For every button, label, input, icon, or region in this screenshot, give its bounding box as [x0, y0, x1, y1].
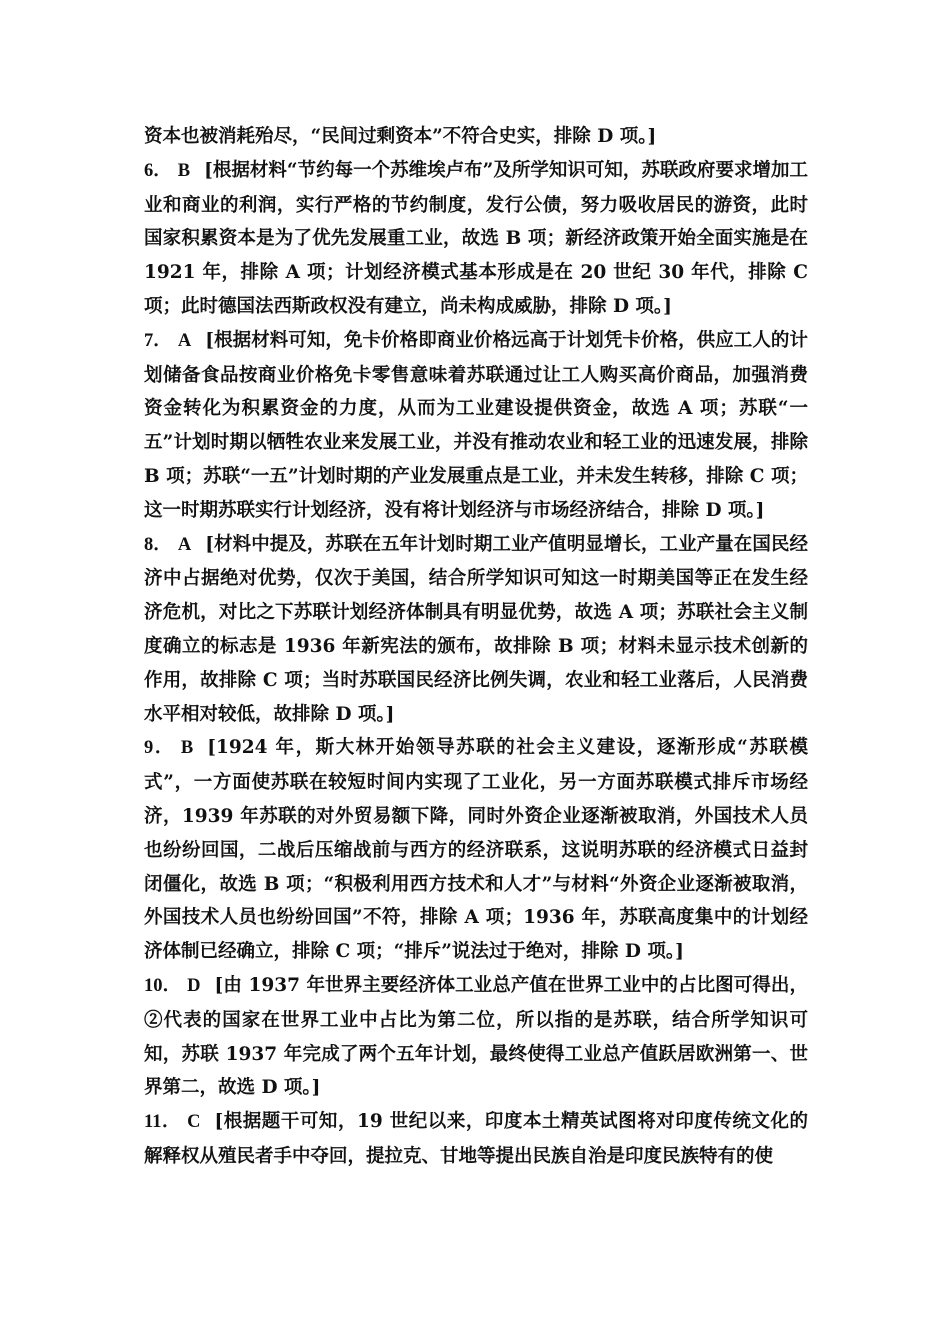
paragraph-text: 资本也被消耗殆尽，“民间过剩资本”不符合史实，排除 D 项。] [144, 126, 657, 147]
answer-letter: B [177, 160, 191, 181]
answer-item-11 [144, 1105, 808, 1174]
answer-item-6 [144, 154, 808, 324]
answer-item-8 [144, 528, 808, 732]
explanation-text: [由 1937 年世界主要经济体工业总产值在世界工业中的占比图可得出，②代表的国家在世界工业中占比为第二位，所以指的是苏联，结合所学知识可知，苏联 1937 年完成了两个五年计划，最终使得工业总产值跃居欧洲第一、世界第二，故选 D 项。] [144, 974, 808, 1099]
answer-letter: A [177, 534, 192, 555]
explanation-text: [根据题干可知，19 世纪以来，印度本土精英试图将对印度传统文化的解释权从殖民者手中夺回，提拉克、甘地等提出民族自治是印度民族特有的使 [144, 1111, 808, 1167]
question-number: 11． [144, 1112, 182, 1133]
explanation-text: [材料中提及，苏联在五年计划时期工业产值明显增长，工业产量在国民经济中占据绝对优势，仅次于美国，结合所学知识可知这一时期美国等正在发生经济危机，对比之下苏联计划经济体制具有明显优势，故选 A 项；苏联社会主义制度确立的标志是 1936 年新宪法的颁布，故排除 B 项；材料未显示技术创新的作用，故排除 C 项；当时苏联国民经济比例失调，农业和轻工业落后，人民消费水平相对较低，故排除 D 项。] [144, 533, 808, 725]
answer-letter: C [187, 1112, 201, 1133]
question-number: 8． [144, 534, 172, 555]
answer-letter: B [180, 738, 194, 759]
answer-item-7 [144, 324, 808, 528]
question-number: 6． [144, 160, 172, 181]
question-number: 9． [144, 738, 175, 759]
explanation-text: [根据材料“节约每一个苏维埃卢布”及所学知识可知，苏联政府要求增加工业和商业的利润，实行严格的节约制度，发行公债，努力吸收居民的游资，此时国家积累资本是为了优先发展重工业，故选 B 项；新经济政策开始全面实施是在 1921 年，排除 A 项；计划经济模式基本形成是在 20 世纪 30 年代，排除 C 项；此时德国法西斯政权没有建立，尚未构成威胁，排除 D 项。] [144, 159, 808, 317]
explanation-text: [根据材料可知，免卡价格即商业价格远高于计划凭卡价格，供应工人的计划储备食品按商业价格免卡零售意味着苏联通过让工人购买高价商品，加强消费资金转化为积累资金的力度，从而为工业建设提供资金，故选 A 项；苏联“一五”计划时期以牺牲农业来发展工业，并没有推动农业和轻工业的迅速发展，排除 B 项；苏联“一五”计划时期的产业发展重点是工业，并未发生转移，排除 C 项；这一时期苏联实行计划经济，没有将计划经济与市场经济结合，排除 D 项。] [144, 329, 808, 521]
answer-letter: A [177, 330, 192, 351]
answer-explanations [144, 120, 808, 1174]
paragraph-continuation [144, 120, 808, 154]
explanation-text: [1924 年，斯大林开始领导苏联的社会主义建设，逐渐形成“苏联模式”，一方面使苏联在较短时间内实现了工业化，另一方面苏联模式排斥市场经济，1939 年苏联的对外贸易额下降，同时外资企业逐渐被取消，外国技术人员也纷纷回国，二战后压缩战前与西方的经济联系，这说明苏联的经济模式日益封闭僵化，故选 B 项；“积极利用西方技术和人才”与材料“外资企业逐渐被取消，外国技术人员也纷纷回国”不符，排除 A 项；1936 年，苏联高度集中的计划经济体制已经确立，排除 C 项；“排斥”说法过于绝对，排除 D 项。] [144, 737, 808, 963]
answer-item-10 [144, 969, 808, 1105]
question-number: 7． [144, 330, 172, 351]
answer-letter: D [187, 975, 201, 996]
question-number: 10． [144, 975, 182, 996]
answer-item-9 [144, 731, 808, 969]
